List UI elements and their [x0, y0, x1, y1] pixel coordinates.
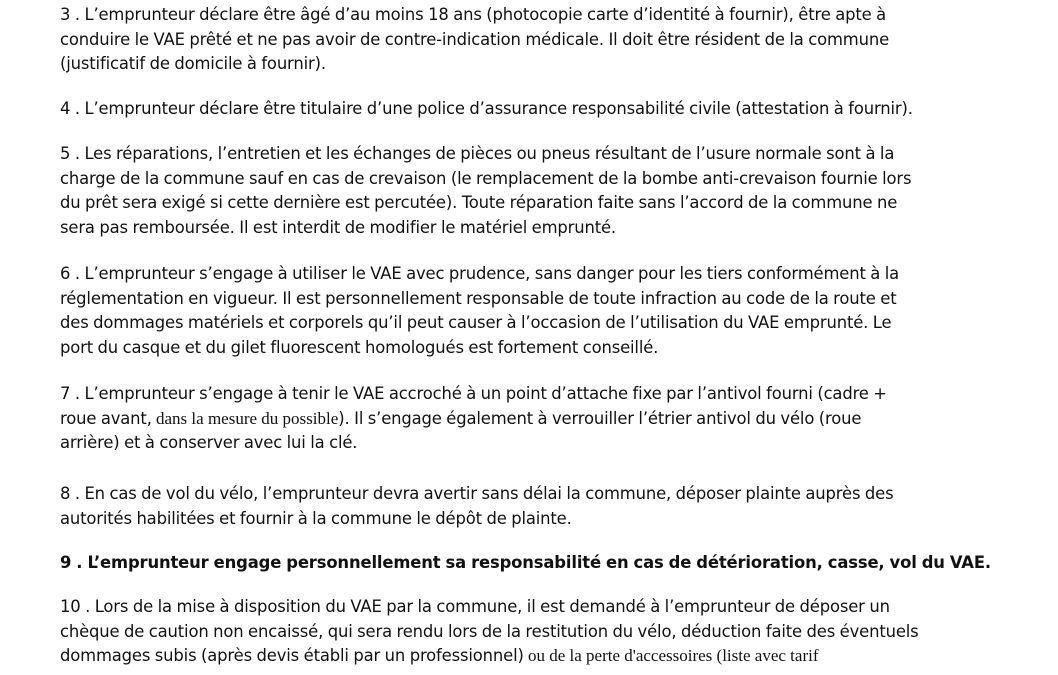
clause-10	[60, 595, 919, 669]
clause-line: 8 . En cas de vol du vélo, l’emprunteur devra avertir sans délai la commune, déposer plainte auprès des	[60, 484, 894, 503]
clause-line: 3 . L’emprunteur déclare être âgé d’au moins 18 ans (photocopie carte d’identité à fournir), être apte à	[60, 5, 887, 24]
clause-line	[60, 407, 887, 432]
clause-line: 4 . L’emprunteur déclare être titulaire d’une police d’assurance responsabilité civile (attestation à fournir).	[60, 99, 913, 118]
clause-line: réglementation en vigueur. Il est personnellement responsable de toute infraction au code de la route et	[60, 288, 897, 308]
clause-3	[60, 3, 889, 77]
document-page	[60, 0, 995, 675]
clause-line: 9 . L’emprunteur engage personnellement sa responsabilité en cas de détérioration, casse, vol du VAE.	[60, 553, 991, 572]
clause-line: charge de la commune sauf en cas de crevaison (le remplacement de la bombe anti-crevaison fournie lors	[60, 168, 912, 188]
clause-line: 6 . L’emprunteur s’engage à utiliser le VAE avec prudence, sans danger pour les tiers conformément à la	[60, 264, 900, 283]
clause-9	[60, 551, 991, 576]
clause-8	[60, 482, 893, 531]
clause-line: chèque de caution non encaissé, qui sera rendu lors de la restitution du vélo, déduction faite des éventuels	[60, 621, 919, 641]
clause-text-fragment: dommages subis (après devis établi par un professionnel)	[60, 646, 524, 665]
clause-text-fragment: roue avant,	[60, 408, 152, 428]
clause-line: (justificatif de domicile à fournir).	[60, 54, 326, 73]
clause-line: du prêt sera exigé si cette dernière est percutée). Toute réparation faite sans l’accord de la commune ne	[60, 193, 898, 212]
clause-text-fragment: ). Il s’engage également à verrouiller l’étrier antivol du vélo (roue	[338, 408, 862, 428]
clause-line: 10 . Lors de la mise à disposition du VAE par la commune, il est demandé à l’emprunteur de déposer un	[60, 597, 890, 616]
clause-line: arrière) et à conserver avec lui la clé.	[60, 433, 358, 452]
clause-7	[60, 382, 887, 456]
clause-5	[60, 142, 911, 240]
clause-line: autorités habilitées et fournir à la commune le dépôt de plainte.	[60, 508, 572, 528]
clause-line: des dommages matériels et corporels qu’il peut causer à l’occasion de l’utilisation du VAE emprunté. Le	[60, 313, 892, 332]
clause-line: conduire le VAE prêté et ne pas avoir de contre-indication médicale. Il doit être résident de la commune	[60, 29, 890, 49]
clause-line: 5 . Les réparations, l’entretien et les échanges de pièces ou pneus résultant de l’usure normale sont à la	[60, 144, 895, 163]
clause-text-fragment-serif: ou de la perte d'accessoires (liste avec tarif	[523, 646, 819, 665]
clause-line: sera pas remboursée. Il est interdit de modifier le matériel emprunté.	[60, 217, 616, 237]
clause-line: 7 . L’emprunteur s’engage à tenir le VAE accroché à un point d’attache fixe par l’antivol fourni (cadre +	[60, 384, 887, 403]
clause-line: port du casque et du gilet fluorescent homologués est fortement conseillé.	[60, 337, 659, 357]
clause-6	[60, 262, 899, 360]
clause-text-fragment-serif: dans la mesure du possible	[151, 408, 339, 428]
clause-line	[60, 644, 919, 669]
clause-4	[60, 97, 913, 122]
